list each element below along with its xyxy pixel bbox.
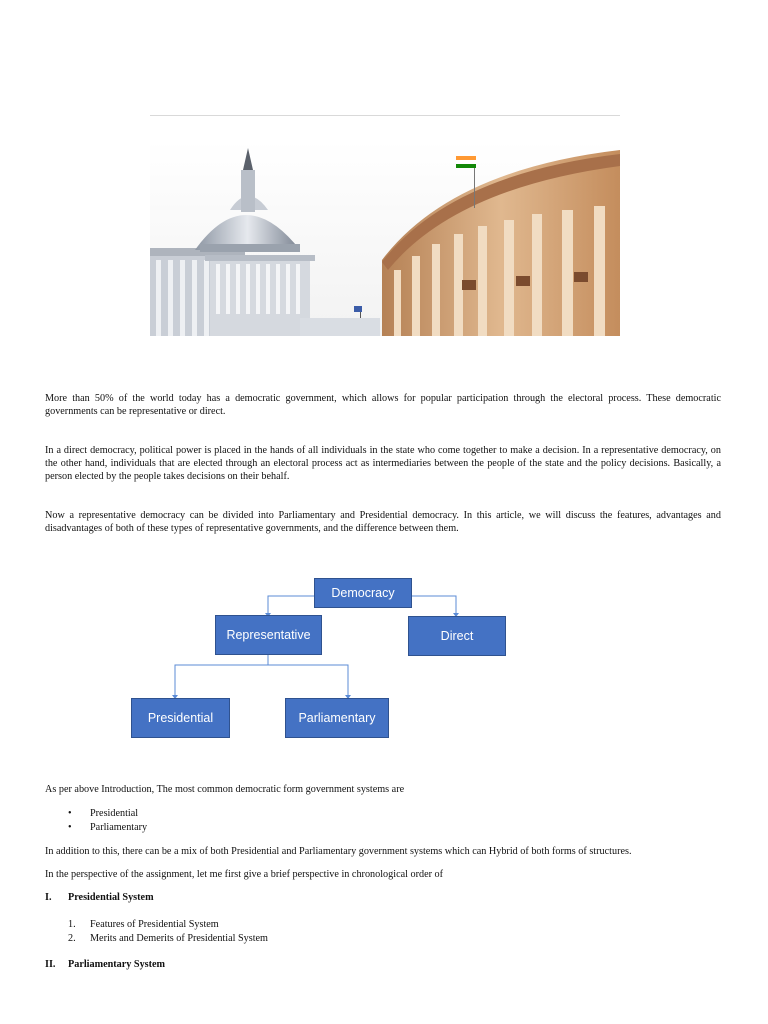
diagram-node-presidential: Presidential — [131, 698, 230, 738]
hybrid-line: In addition to this, there can be a mix of both Presidential and Parliamentary government systems which can Hybrid of both forms of structures. — [45, 846, 632, 857]
paragraph-intro: More than 50% of the world today has a democratic government, which allows for popular participation through the electoral process. These democratic governments can be representative or direct. — [45, 393, 721, 418]
bullet-icon: • — [68, 822, 72, 833]
democracy-diagram — [0, 560, 768, 760]
paragraph-representative-types: Now a representative democracy can be divided into Parliamentary and Presidential democracy. In this article, we will discuss the features, advantages and disadvantages of both of these types of representative governments, and the difference between them. — [45, 510, 721, 535]
diagram-node-democracy: Democracy — [314, 578, 412, 608]
list-item: Merits and Demerits of Presidential System — [90, 933, 268, 944]
bullet-item: Presidential — [90, 808, 139, 819]
list-number: 1. — [68, 919, 76, 930]
section-title: Parliamentary System — [68, 959, 166, 970]
diagram-node-representative: Representative — [215, 615, 322, 655]
list-number: 2. — [68, 933, 76, 944]
perspective-line: In the perspective of the assignment, let me first give a brief perspective in chronological order of — [45, 869, 444, 880]
bullet-item: Parliamentary — [90, 822, 148, 833]
section-numeral: II. — [45, 959, 56, 970]
list-item: Features of Presidential System — [90, 919, 219, 930]
section-numeral: I. — [45, 892, 52, 903]
capitol-parliament-illustration — [150, 140, 620, 336]
section-title: Presidential System — [68, 892, 154, 903]
header-rule — [150, 115, 620, 116]
paragraph-direct-democracy: In a direct democracy, political power is placed in the hands of all individuals in the state who come together to make a decision. In a representative democracy, on the other hand, individuals that are elected through an electoral process act as intermediaries between the people of the state and the policy decisions. Basically, a person elected by the people takes decisions on their behalf. — [45, 445, 721, 483]
diagram-node-direct: Direct — [408, 616, 506, 656]
diagram-node-parliamentary: Parliamentary — [285, 698, 389, 738]
bullet-icon: • — [68, 808, 72, 819]
hero-image — [150, 140, 620, 336]
intro-line: As per above Introduction, The most common democratic form government systems are — [45, 784, 405, 795]
